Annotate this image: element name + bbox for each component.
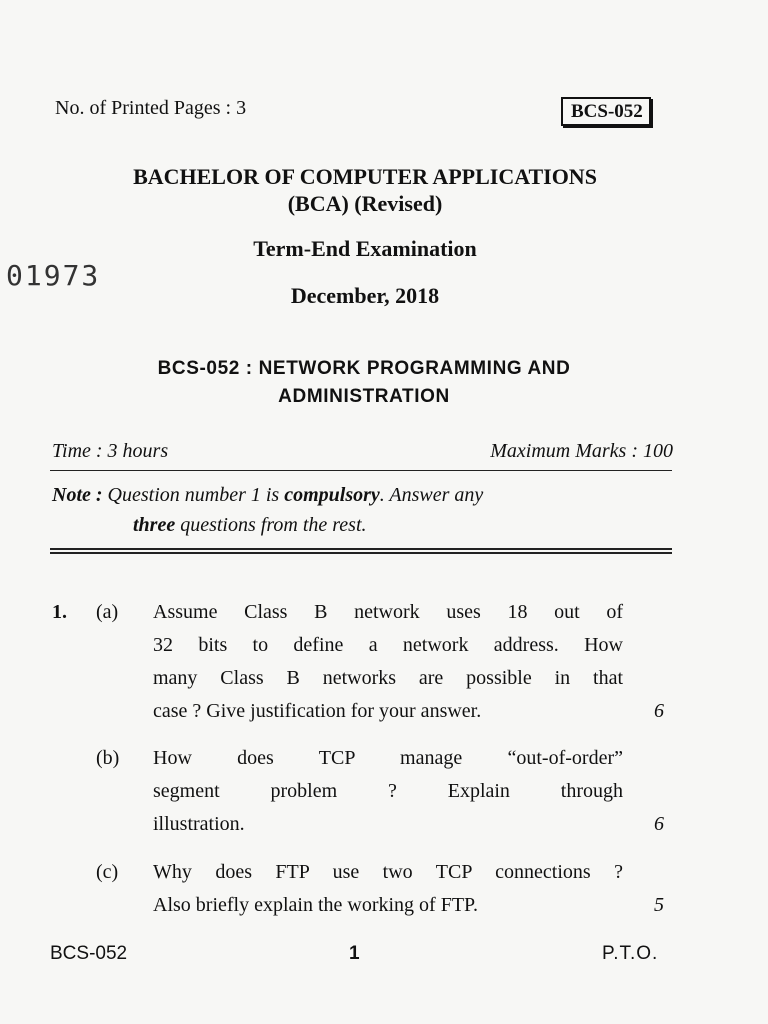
footer-pto: P.T.O.	[602, 943, 659, 964]
question-text-line: Assume Class B network uses 18 out of	[153, 601, 623, 623]
question-text-line: Also briefly explain the working of FTP.	[153, 894, 478, 916]
degree-title: BACHELOR OF COMPUTER APPLICATIONS	[133, 164, 597, 189]
double-rule-bottom	[50, 552, 672, 554]
note-bold-1: compulsory	[284, 484, 380, 506]
note-line-2	[133, 514, 367, 537]
note-bold-2: three	[133, 514, 176, 536]
question-number: 1.	[52, 601, 67, 623]
course-title-line-2: ADMINISTRATION	[278, 386, 450, 407]
question-part-label: (c)	[96, 861, 119, 883]
footer-page-number: 1	[349, 943, 360, 964]
footer-course-code: BCS-052	[50, 943, 128, 964]
question-text-line: illustration.	[153, 813, 245, 835]
question-text-line: Why does FTP use two TCP connections ?	[153, 861, 623, 883]
question-marks: 6	[654, 813, 664, 835]
note-text-2: . Answer any	[379, 484, 484, 506]
note-line-1	[52, 484, 672, 507]
serial-number-stamp: 01973	[6, 259, 101, 292]
exam-session: December, 2018	[290, 283, 440, 308]
divider-rule	[50, 470, 672, 471]
question-text-line: 32 bits to define a network address. How	[153, 634, 623, 656]
printed-pages: No. of Printed Pages : 3	[55, 97, 247, 119]
time-allowed: Time : 3 hours	[52, 440, 169, 462]
program-title: (BCA) (Revised)	[287, 191, 443, 216]
question-text-line: case ? Give justification for your answer.	[153, 700, 482, 722]
note-text-3: questions from the rest.	[180, 514, 367, 536]
question-text-line: many Class B networks are possible in that	[153, 667, 623, 689]
course-code-box: BCS-052	[561, 97, 651, 126]
double-rule-top	[50, 548, 672, 550]
maximum-marks: Maximum Marks : 100	[490, 440, 673, 462]
question-part-label: (a)	[96, 601, 119, 623]
question-part-label: (b)	[96, 747, 120, 769]
question-marks: 6	[654, 700, 664, 722]
question-marks: 5	[654, 894, 664, 916]
question-text-line: segment problem ? Explain through	[153, 780, 623, 802]
question-text-line: How does TCP manage “out-of-order”	[153, 747, 623, 769]
note-label: Note :	[52, 484, 103, 506]
note-text-1: Question number 1 is	[107, 484, 280, 506]
exam-title: Term-End Examination	[253, 236, 477, 261]
course-title-line-1: BCS-052 : NETWORK PROGRAMMING AND	[157, 358, 571, 379]
